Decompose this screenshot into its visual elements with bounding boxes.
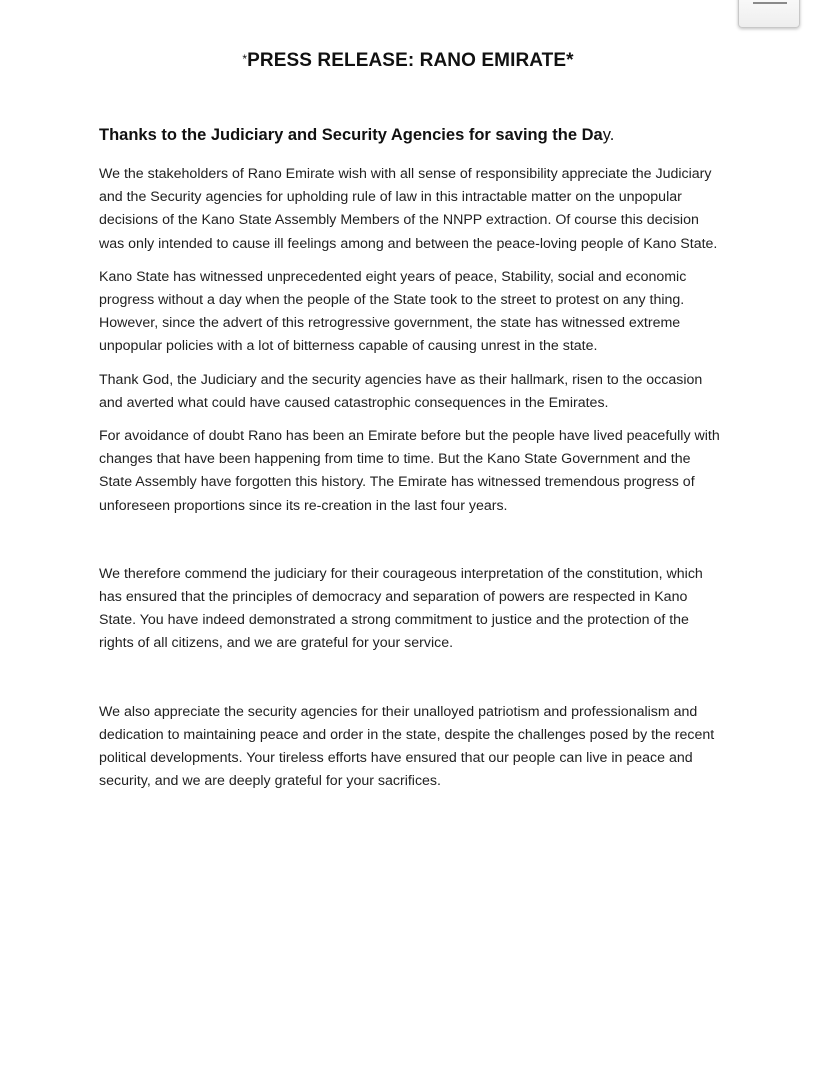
title-text: PRESS RELEASE: RANO EMIRATE* [247,50,574,71]
menu-icon [753,2,787,4]
paragraph-6: We also appreciate the security agencies for their unalloyed patriotism and professionalism and dedication to maintaining peace and order in the state, despite the challenges posed by the recent political developments. Your tireless efforts have ensured that our people can live in peace and security, and we are deeply grateful for your sacrifices. [99,703,715,790]
release-heading [99,126,614,145]
paragraph-5: We therefore commend the judiciary for their courageous interpretation of the constitution, which has ensured that the principles of democracy and separation of powers are respected in Kano State. You have indeed demonstrated a strong commitment to justice and the protection of the rights of all citizens, and we are grateful for your service. [99,565,703,652]
paragraph-2: Kano State has witnessed unprecedented eight years of peace, Stability, social and economic progress without a day when the people of the State took to the street to protest on any thing. However, since the advert of this retrogressive government, the state has witnessed extreme unpopular policies with a lot of bitterness capable of causing unrest in the state. [99,268,687,355]
heading-text: Thanks to the Judiciary and Security Agencies for saving the Da [99,126,603,144]
paragraph-4: For avoidance of doubt Rano has been an Emirate before but the people have lived peacefully with changes that have been happening from time to time. But the Kano State Government and the State Assembly have forgotten this history. The Emirate has witnessed tremendous progress of unforeseen proportions since its re-creation in the last four years. [99,428,720,514]
paragraph-3: Thank God, the Judiciary and the security agencies have as their hallmark, risen to the occasion and averted what could have caused catastrophic consequences in the Emirates. [99,371,703,411]
paragraph-1: We the stakeholders of Rano Emirate wish with all sense of responsibility appreciate the Judiciary and the Security agencies for upholding rule of law in this intractable matter on the unpopular decisions of the Kano State Assembly Members of the NNPP extraction. Of course this decision was only intended to cause ill feelings among and between the peace-loving people of Kano State. [99,166,718,252]
release-body [99,163,724,793]
title-asterisk: * [242,52,248,66]
heading-tail: y. [602,126,615,144]
press-release-title [0,50,816,72]
menu-button[interactable] [738,0,800,28]
